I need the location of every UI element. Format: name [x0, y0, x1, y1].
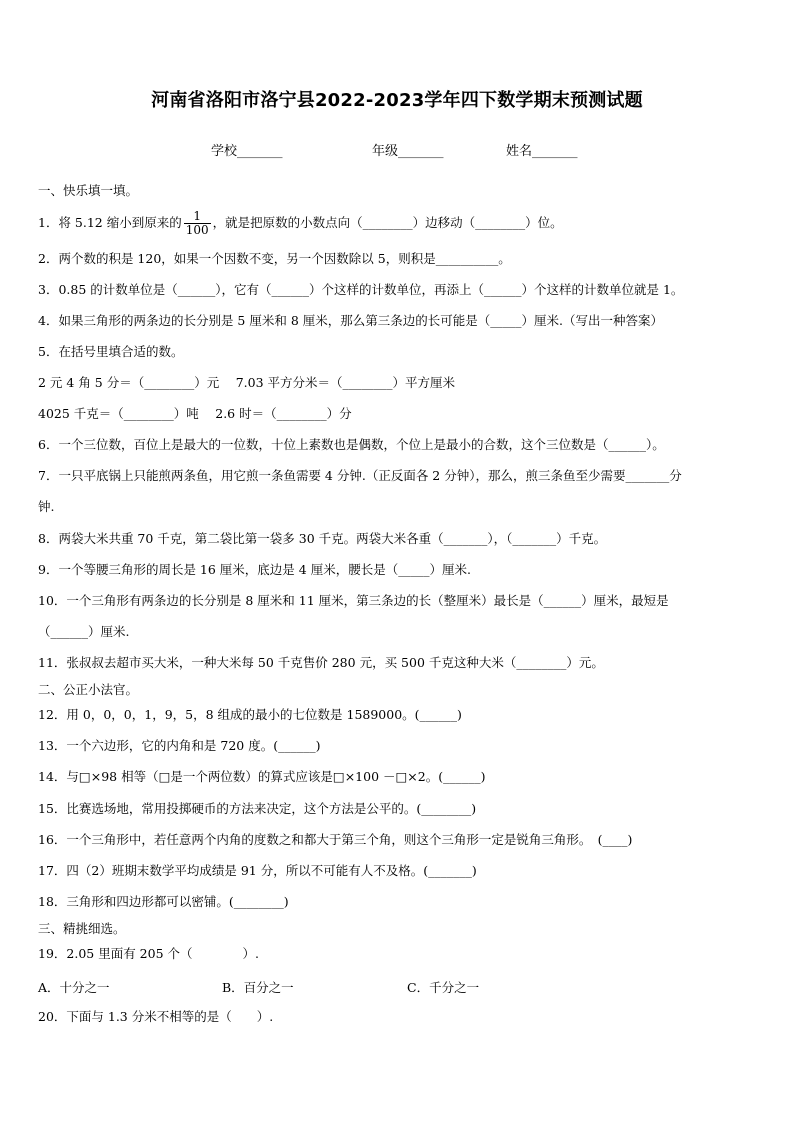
question-6: 6．一个三位数，百位上是最大的一位数，十位上素数也是偶数，个位上是最小的合数，这个三位数是（______）。 — [38, 437, 665, 452]
question-19-option-a: A．十分之一 — [38, 980, 110, 995]
question-2: 2．两个数的积是 120，如果一个因数不变，另一个因数除以 5，则积是__________。 — [38, 251, 511, 266]
question-15: 15．比赛选场地，常用投掷硬币的方法来决定，这个方法是公平的。(________) — [38, 801, 477, 816]
school-field: 学校_______ — [211, 144, 283, 159]
section-fill-in: 一、快乐填一填。 — [38, 183, 139, 198]
question-20: 20．下面与 1.3 分米不相等的是（ ）. — [38, 1009, 274, 1024]
question-9: 9．一个等腰三角形的周长是 16 厘米，底边是 4 厘米，腰长是（_____）厘米. — [38, 562, 471, 577]
question-12: 12．用 0，0，0，1，9，5，8 组成的最小的七位数是 1589000。(______) — [38, 707, 462, 722]
question-3: 3．0.85 的计数单位是（______），它有（______）个这样的计数单位，再添上（______）个这样的计数单位就是 1。 — [38, 282, 684, 297]
question-1-pre: 1．将 5.12 缩小到原来的 — [38, 215, 182, 230]
question-17: 17．四（2）班期末数学平均成绩是 91 分，所以不可能有人不及格。(_______) — [38, 863, 477, 878]
question-1-post: ，就是把原数的小数点向（________）边移动（________）位。 — [212, 215, 563, 230]
name-field: 姓名_______ — [506, 144, 578, 159]
question-19: 19．2.05 里面有 205 个（ ）. — [38, 946, 259, 961]
question-19-option-c: C．千分之一 — [407, 980, 480, 995]
question-18: 18．三角形和四边形都可以密铺。(________) — [38, 894, 289, 909]
question-11: 11．张叔叔去超市买大米，一种大米每 50 千克售价 280 元，买 500 千克这种大米（________）元。 — [38, 655, 604, 670]
question-16: 16．一个三角形中，若任意两个内角的度数之和都大于第三个角，则这个三角形一定是锐角三角形。 (____) — [38, 832, 633, 847]
fraction-one-hundredth — [184, 210, 211, 237]
question-4: 4．如果三角形的两条边的长分别是 5 厘米和 8 厘米，那么第三条边的长可能是（_____）厘米.（写出一种答案） — [38, 313, 663, 328]
question-5-part-a: 2 元 4 角 5 分＝（________）元 7.03 平方分米＝（________）平方厘米 — [38, 375, 456, 390]
question-5: 5．在括号里填合适的数。 — [38, 344, 184, 359]
question-19-option-b: B．百分之一 — [222, 980, 294, 995]
question-8: 8．两袋大米共重 70 千克，第二袋比第一袋多 30 千克。两袋大米各重（_______），（_______）千克。 — [38, 531, 607, 546]
question-10-cont: （______）厘米. — [38, 624, 130, 639]
question-10: 10．一个三角形有两条边的长分别是 8 厘米和 11 厘米，第三条边的长（整厘米）最长是（______）厘米，最短是 — [38, 593, 669, 608]
section-multiple-choice: 三、精挑细选。 — [38, 921, 126, 936]
question-7-cont: 钟. — [38, 499, 55, 514]
question-7: 7．一只平底锅上只能煎两条鱼，用它煎一条鱼需要 4 分钟.（正反面各 2 分钟），那么，煎三条鱼至少需要_______分 — [38, 468, 682, 483]
fraction-numerator: 1 — [184, 210, 211, 224]
page-title: 河南省洛阳市洛宁县2022-2023学年四下数学期末预测试题 — [151, 90, 643, 111]
section-true-false: 二、公正小法官。 — [38, 682, 139, 697]
question-13: 13．一个六边形，它的内角和是 720 度。(______) — [38, 738, 321, 753]
question-1 — [38, 210, 563, 237]
grade-field: 年级_______ — [372, 144, 444, 159]
fraction-denominator: 100 — [185, 223, 209, 237]
question-14: 14．与□×98 相等（□是一个两位数）的算式应该是□×100 －□×2。(______) — [38, 769, 486, 784]
question-5-part-b: 4025 千克＝（________）吨 2.6 时＝（________）分 — [38, 406, 352, 421]
